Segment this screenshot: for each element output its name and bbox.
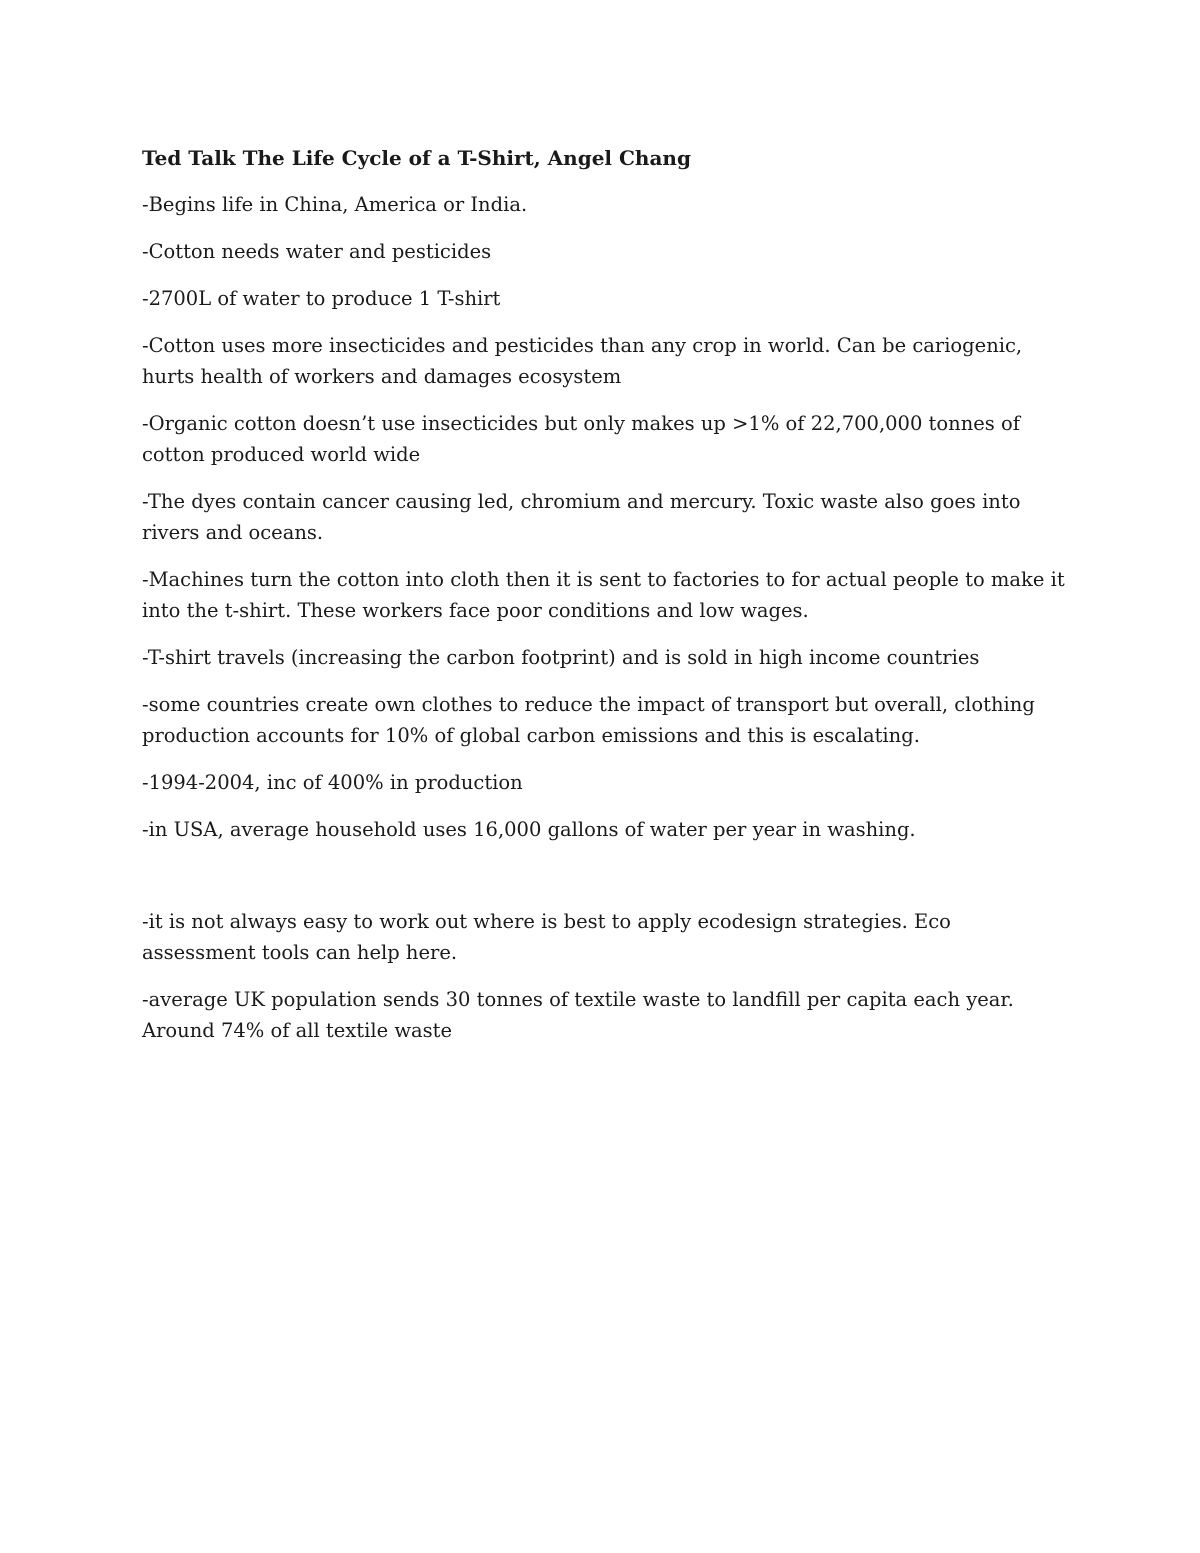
note-paragraph: -Machines turn the cotton into cloth then it is sent to factories to for actual people to make it into the t-shirt. These workers face poor conditions and low wages. — [142, 568, 1065, 622]
note-paragraph: -Cotton needs water and pesticides — [142, 240, 492, 263]
document-title: Ted Talk The Life Cycle of a T-Shirt, Angel Chang — [142, 146, 691, 170]
note-paragraph: -Begins life in China, America or India. — [142, 193, 528, 216]
note-paragraph: -T-shirt travels (increasing the carbon footprint) and is sold in high income countries — [142, 646, 980, 669]
note-paragraph: -2700L of water to produce 1 T-shirt — [142, 287, 501, 310]
note-paragraph: -in USA, average household uses 16,000 gallons of water per year in washing. — [142, 818, 916, 841]
note-paragraph: -it is not always easy to work out where is best to apply ecodesign strategies. Eco assessment tools can help here. — [142, 910, 951, 964]
note-paragraph: -Organic cotton doesn’t use insecticides but only makes up >1% of 22,700,000 tonnes of cotton produced world wide — [142, 412, 1020, 466]
note-paragraph: -Cotton uses more insecticides and pesticides than any crop in world. Can be cariogenic, hurts health of workers and damages ecosystem — [142, 334, 1023, 388]
note-paragraph: -some countries create own clothes to reduce the impact of transport but overall, clothing production accounts for 10% of global carbon emissions and this is escalating. — [142, 693, 1035, 747]
blank-line — [142, 861, 1067, 906]
note-paragraph: -1994-2004, inc of 400% in production — [142, 771, 523, 794]
note-paragraph: -The dyes contain cancer causing led, chromium and mercury. Toxic waste also goes into rivers and oceans. — [142, 490, 1021, 544]
document-body — [142, 143, 1067, 1062]
note-paragraph: -average UK population sends 30 tonnes of textile waste to landfill per capita each year. Around 74% of all textile waste — [142, 988, 1014, 1042]
